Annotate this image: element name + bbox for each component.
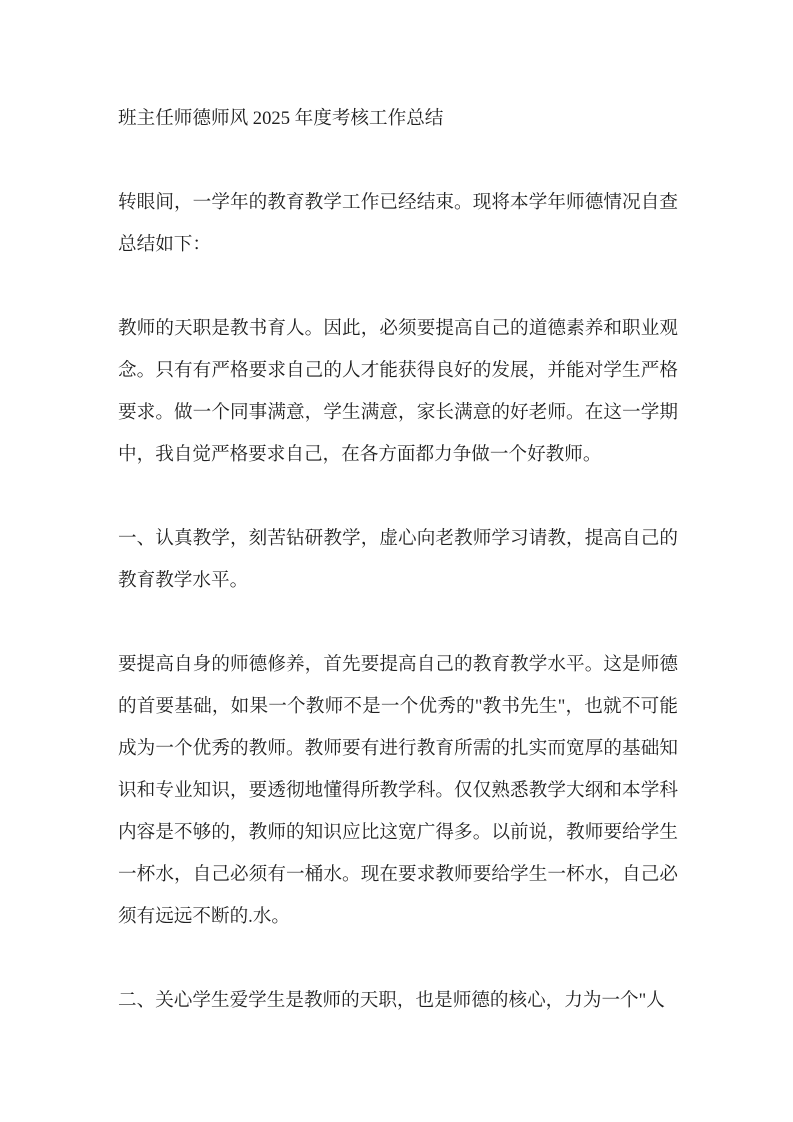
document-body: [118, 98, 678, 1022]
paragraph-section-two-heading: 二、关心学生爱学生是教师的天职，也是师德的核心，力为一个"人: [118, 990, 665, 1011]
paragraph-intro: 转眼间，一学年的教育教学工作已经结束。现将本学年师德情况自查总结如下：: [118, 192, 678, 255]
paragraph-overview: 教师的天职是教书育人。因此，必须要提高自己的道德素养和职业观念。只有有严格要求自己的人才能获得良好的发展，并能对学生严格要求。做一个同事满意，学生满意，家长满意的好老师。在这一学期中，我自觉严格要求自己，在各方面都力争做一个好教师。: [118, 318, 678, 465]
document-title: 班主任师德师风 2025 年度考核工作总结: [118, 108, 444, 129]
paragraph-section-one-body: 要提高自身的师德修养，首先要提高自己的教育教学水平。这是师德的首要基础，如果一个教师不是一个优秀的"教书先生"，也就不可能成为一个优秀的教师。教师要有进行教育所需的扎实而宽厚的基础知识和专业知识，要透彻地懂得所教学科。仅仅熟悉教学大纲和本学科内容是不够的，教师的知识应比这宽广得多。以前说，教师要给学生一杯水，自己必须有一桶水。现在要求教师要给学生一杯水，自己必须有远远不断的.水。: [118, 654, 678, 927]
paragraph-section-one-heading: 一、认真教学，刻苦钻研教学，虚心向老教师学习请教，提高自己的教育教学水平。: [118, 528, 678, 591]
